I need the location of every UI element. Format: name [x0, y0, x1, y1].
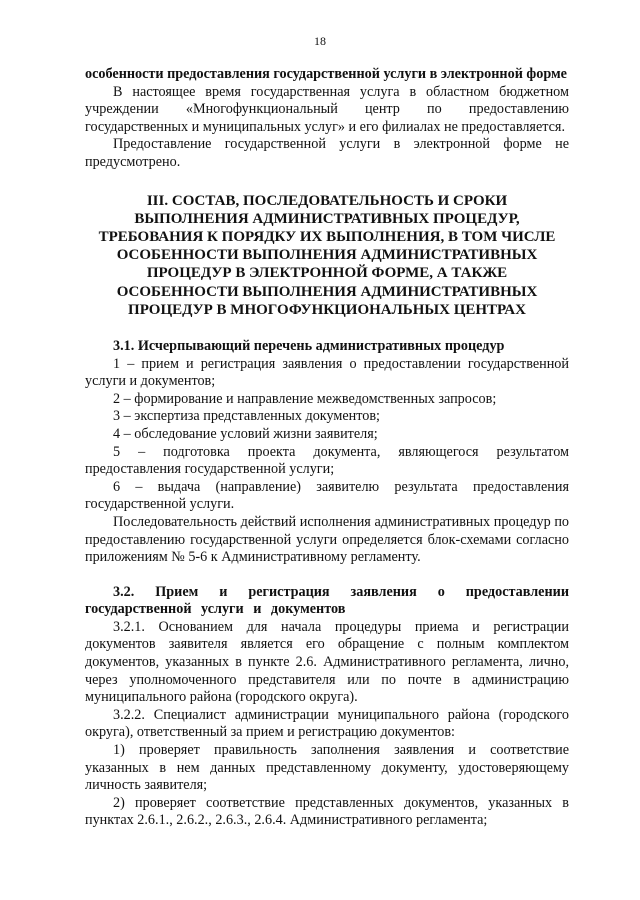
section-title: III. СОСТАВ, ПОСЛЕДОВАТЕЛЬНОСТЬ И СРОКИ ВЫПОЛНЕНИЯ АДМИНИСТРАТИВНЫХ ПРОЦЕДУР, ТРЕБОВАНИЯ К ПОРЯДКУ ИХ ВЫПОЛНЕНИЯ, В ТОМ ЧИСЛЕ ОСОБЕННОСТИ ВЫПОЛНЕНИЯ АДМИНИСТРАТИВНЫХ ПРОЦЕДУР В ЭЛЕКТРОННОЙ ФОРМЕ, А ТАКЖЕ ОСОБЕННОСТИ ВЫПОЛНЕНИЯ АДМИНИСТРАТИВНЫХ ПРОЦЕДУР В МНОГОФУНКЦИОНАЛЬНЫХ ЦЕНТРАХ	[98, 192, 556, 318]
intro-heading: особенности предоставления государственной услуги в электронной форме	[85, 66, 567, 82]
subsection-3-2-paragraph: 1) проверяет правильность заполнения заявления и соответствие указанных в нем данных представленному документу, удостоверяющему личность заявителя;	[85, 742, 569, 794]
procedure-list-item: 3 – экспертиза представленных документов;	[113, 408, 380, 425]
procedure-list-item: 4 – обследование условий жизни заявителя;	[113, 425, 378, 442]
procedure-list-item: 6 – выдача (направление) заявителю результата предоставления государственной услуги.	[85, 478, 569, 513]
subsection-3-2-paragraph: 2) проверяет соответствие представленных документов, указанных в пунктах 2.6.1., 2.6.2., 2.6.3., 2.6.4. Административного регламента;	[85, 794, 569, 829]
procedure-list-item: 1 – прием и регистрация заявления о предоставлении государственной услуги и документов;	[85, 355, 569, 390]
subsection-3-2-heading: 3.2. Прием и регистрация заявления о предоставлении государственной услуги и документов	[85, 583, 569, 618]
intro-paragraph: Предоставление государственной услуги в электронной форме не предусмотрено.	[85, 136, 569, 170]
intro-paragraph: В настоящее время государственная услуга в областном бюджетном учреждении «Многофункциональный центр по предоставлению государственных и муниципальных услуг» и его филиалах не предоставляется.	[85, 83, 569, 135]
subsection-3-1-closing: Последовательность действий исполнения административных процедур по предоставлению государственной услуги определяется блок-схемами согласно приложениям № 5-6 к Административному регламенту.	[85, 513, 569, 566]
page-number: 18	[314, 34, 326, 48]
subsection-3-2-paragraph: 3.2.1. Основанием для начала процедуры приема и регистрации документов заявителя является его обращение с полным комплектом документов, указанных в пункте 2.6. Административного регламента, лично, через уполномоченного представителя или по почте в администрацию муниципального района (городского округа).	[85, 618, 569, 706]
procedure-list-item: 2 – формирование и направление межведомственных запросов;	[113, 390, 497, 407]
subsection-3-1-heading: 3.1. Исчерпывающий перечень административных процедур	[113, 337, 505, 354]
subsection-3-2-paragraph: 3.2.2. Специалист администрации муниципального района (городского округа), ответственный за прием и регистрацию документов:	[85, 706, 569, 741]
procedure-list-item: 5 – подготовка проекта документа, являющегося результатом предоставления государственной услуги;	[85, 443, 569, 478]
page-content	[85, 66, 569, 830]
